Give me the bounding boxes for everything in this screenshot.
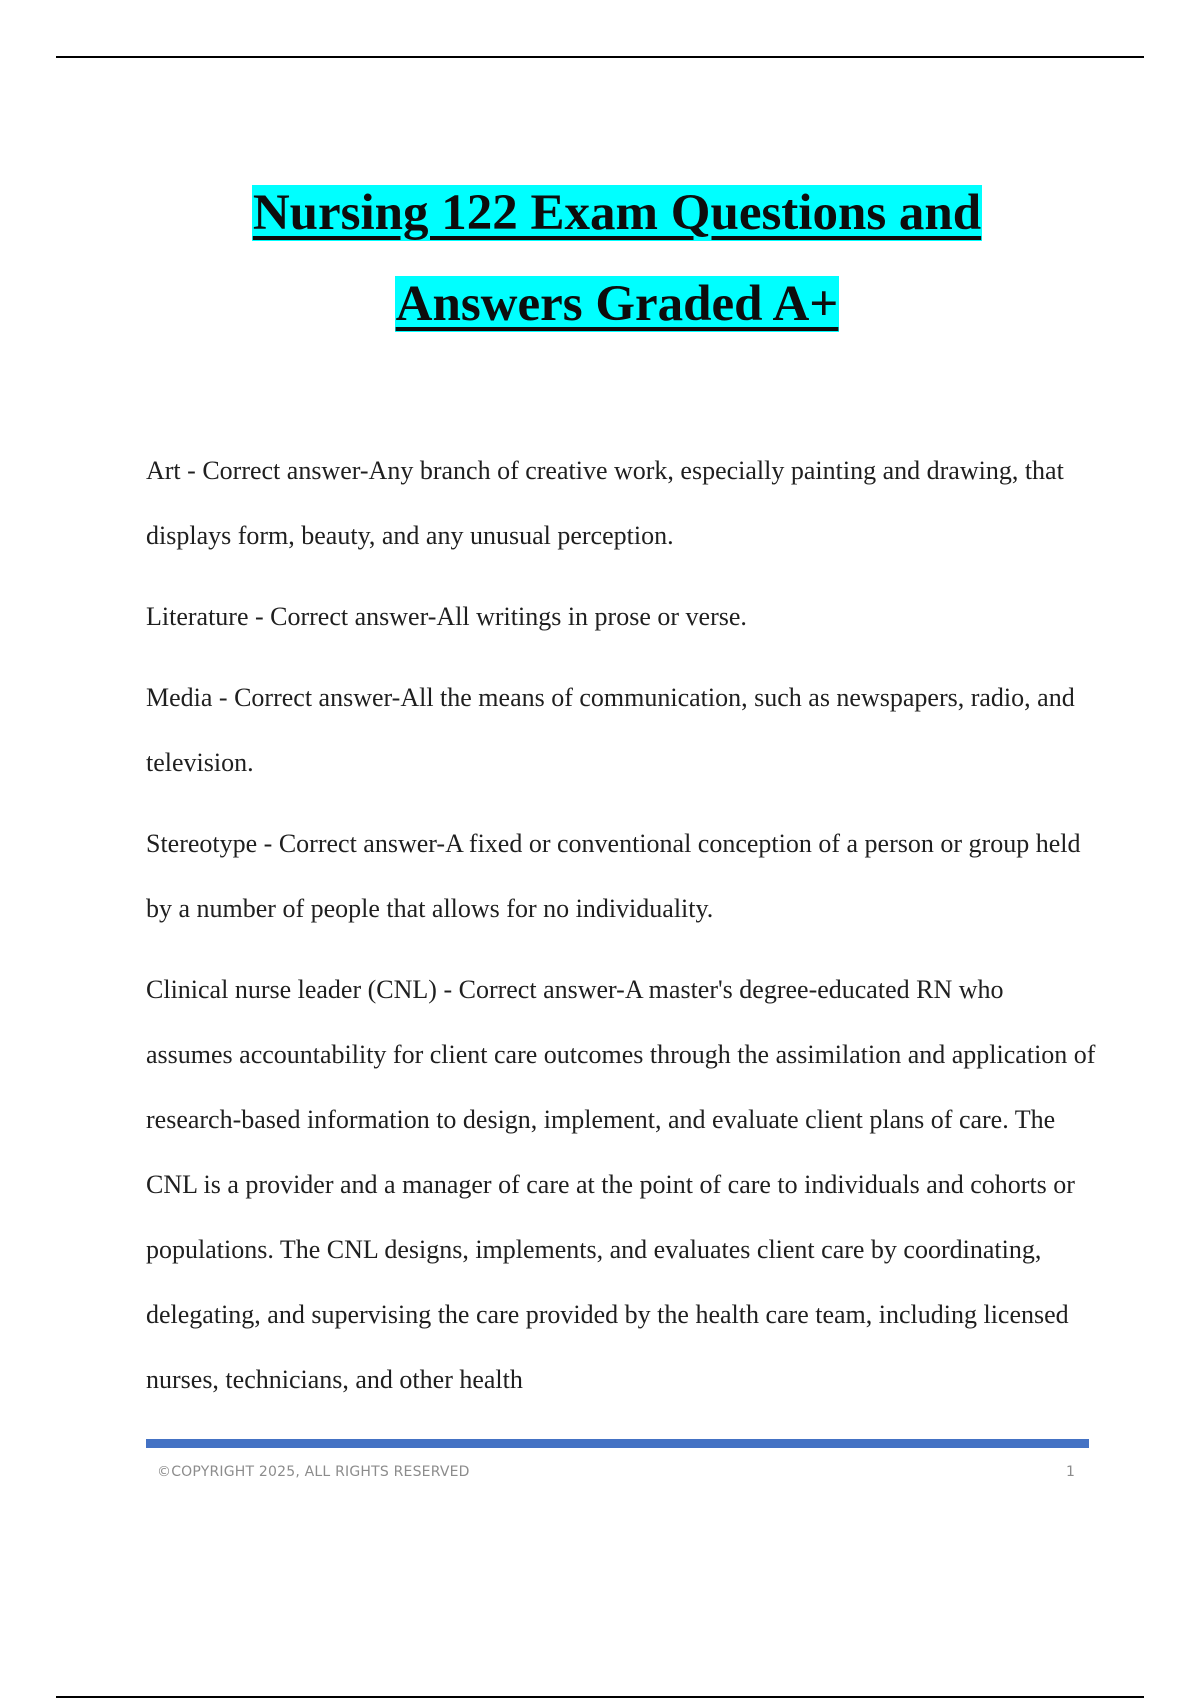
footer-bar: [146, 1439, 1089, 1448]
entry-stereotype: Stereotype - Correct answer-A fixed or conventional conception of a person or group held by a number of people that allows for no individuality.: [146, 829, 1081, 923]
entry-media: Media - Correct answer-All the means of communication, such as newspapers, radio, and television.: [146, 683, 1075, 777]
document-body: [146, 438, 1096, 1428]
bottom-rule: [56, 1696, 1144, 1698]
top-rule: [56, 56, 1144, 58]
title-line-2: Answers Graded A+: [395, 276, 839, 332]
page-number: 1: [1066, 1464, 1075, 1480]
entry-clinical-nurse-leader: Clinical nurse leader (CNL) - Correct answer-A master's degree-educated RN who assumes accountability for client care outcomes through the assimilation and application of research-based information to design, implement, and evaluate client plans of care. The CNL is a provider and a manager of care at the point of care to individuals and cohorts or populations. The CNL designs, implements, and evaluates client care by coordinating, delegating, and supervising the care provided by the health care team, including licensed nurses, technicians, and other health: [146, 975, 1096, 1394]
document-title: [0, 168, 1200, 350]
entry-art: Art - Correct answer-Any branch of creative work, especially painting and drawing, that displays form, beauty, and any unusual perception.: [146, 456, 1064, 550]
footer-copyright: ©COPYRIGHT 2025, ALL RIGHTS RESERVED: [157, 1464, 470, 1480]
entry-literature: Literature - Correct answer-All writings in prose or verse.: [146, 602, 747, 631]
title-line-1: Nursing 122 Exam Questions and: [252, 185, 982, 241]
